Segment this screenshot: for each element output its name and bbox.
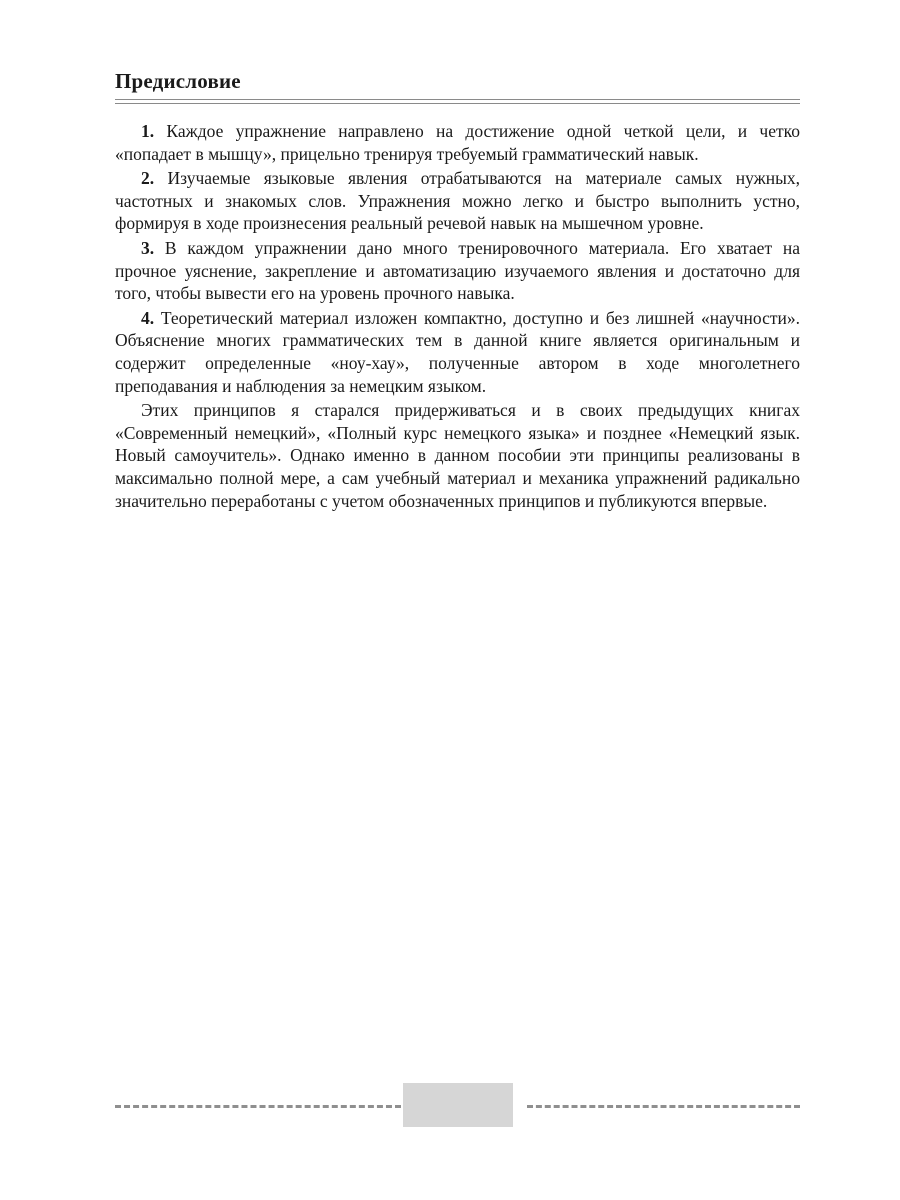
paragraph-text: Изучаемые языковые явления отрабатываются на материале самых нужных, частотных и знакомых слов. Упражнения можно легко и быстро выполнить устно, формируя в ходе произнесения реальный речевой навык на мышечном уровне. xyxy=(115,168,801,234)
paragraph-number: 4. xyxy=(141,307,155,328)
paragraph-text: В каждом упражнении дано много тренировочного материала. Его хватает на прочное уяснение, закрепление и автоматизацию изучаемого явления и достаточно для того, чтобы вывести его на уровень прочного навыка. xyxy=(115,237,801,304)
footer-dashed-rule-right xyxy=(527,1105,800,1108)
page-footer xyxy=(115,1080,800,1126)
paragraph-number: 3. xyxy=(141,237,155,258)
title-rule-bottom xyxy=(115,103,800,104)
body-text xyxy=(115,120,800,512)
paragraph-text: Этих принципов я старался придерживаться и в своих предыдущих книгах «Современный немецкий», «Полный курс немецкого языка» и позднее «Немецкий язык. Новый самоучитель». Однако именно в данном пособии эти принципы реализованы в максимально полной мере, а сам учебный материал и механика упражнений радикально значительно переработаны с учетом обозначенных принципов и публикуются впервые. xyxy=(115,400,800,511)
paragraph-conclusion xyxy=(115,399,800,512)
paragraph-number: 1. xyxy=(141,121,155,141)
page-number-box xyxy=(403,1083,513,1127)
paragraph-3 xyxy=(115,237,800,305)
paragraph-text: Теоретический материал изложен компактно, доступно и без лишней «научности». Объяснение многих грамматических тем в данной книге является оригинальным и содержит определенные «ноу-хау», полученные автором в ходе многолетнего преподавания и наблюдения за немецким языком. xyxy=(115,307,800,396)
page-title: Предисловие xyxy=(115,69,241,93)
paragraph-4 xyxy=(115,307,800,397)
paragraph-number: 2. xyxy=(141,168,155,189)
title-rule-top xyxy=(115,99,800,100)
page-header xyxy=(115,68,800,104)
paragraph-2 xyxy=(115,167,800,235)
footer-dashed-rule-left xyxy=(115,1105,401,1108)
paragraph-text: Каждое упражнение направлено на достижение одной четкой цели, и четко «попадает в мышцу», прицельно тренируя требуемый грамматический навык. xyxy=(115,121,800,164)
paragraph-1 xyxy=(115,120,800,165)
